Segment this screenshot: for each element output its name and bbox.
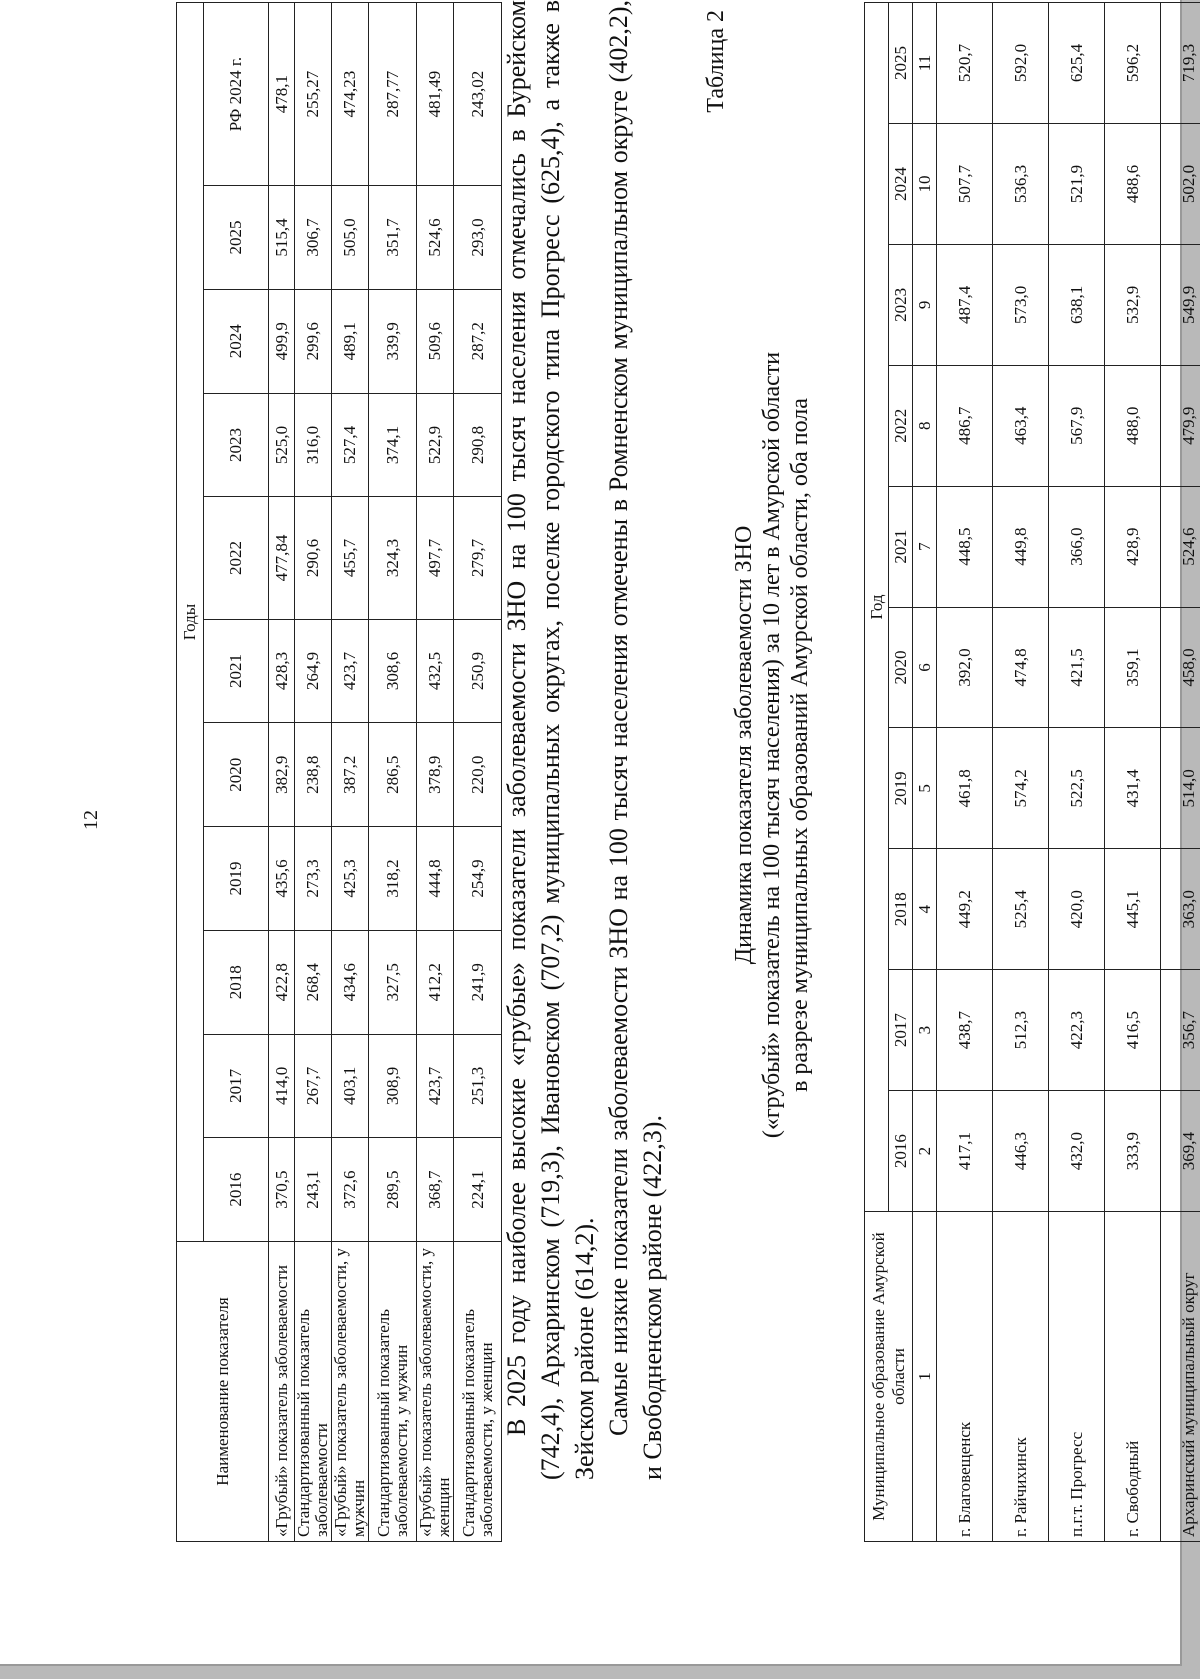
table1-year-header: 2022: [204, 497, 269, 619]
incidence-value: 366,0: [1049, 486, 1105, 607]
incidence-value: 549,9: [1161, 244, 1200, 365]
table2-title: [730, 200, 814, 1290]
table2-column-number: 3: [913, 970, 937, 1091]
indicator-value: 324,3: [369, 497, 417, 619]
indicator-value: 515,4: [269, 186, 295, 290]
incidence-value: 502,0: [1161, 123, 1200, 244]
indicator-value: 387,2: [332, 723, 369, 827]
incidence-value: 445,1: [1105, 849, 1161, 970]
table2-column-number: 11: [913, 3, 937, 124]
table2-year-header: 2016: [889, 1091, 913, 1212]
table-row: [454, 3, 502, 1542]
incidence-value: 333,9: [1105, 1091, 1161, 1212]
indicator-value: 444,8: [417, 827, 454, 931]
table-row: [369, 3, 417, 1542]
incidence-value: 431,4: [1105, 728, 1161, 849]
municipality-name: г. Райчихинск: [993, 1212, 1049, 1542]
incidence-indicators-table: [176, 2, 502, 1542]
incidence-value: 638,1: [1049, 244, 1105, 365]
incidence-value: 392,0: [937, 607, 993, 728]
indicator-value: 268,4: [295, 930, 332, 1034]
indicator-value: 382,9: [269, 723, 295, 827]
indicator-value: 412,2: [417, 930, 454, 1034]
indicator-name: Стандартизованный показатель заболеваемости, у женщин: [454, 1242, 502, 1542]
table-row: [1105, 3, 1161, 1542]
indicator-value: 432,5: [417, 619, 454, 723]
incidence-value: 449,2: [937, 849, 993, 970]
indicator-name: «Грубый» показатель заболеваемости, у мужчин: [332, 1242, 369, 1542]
indicator-value: 378,9: [417, 723, 454, 827]
indicator-value: 351,7: [369, 186, 417, 290]
incidence-value: 369,4: [1161, 1091, 1200, 1212]
table2-column-number: 7: [913, 486, 937, 607]
incidence-value: 596,2: [1105, 3, 1161, 124]
table2-title-line1: Динамика показателя заболеваемости ЗНО: [731, 525, 757, 965]
indicator-value: 255,27: [295, 3, 332, 186]
table2-year-header: 2025: [889, 3, 913, 124]
table1-year-header: 2025: [204, 186, 269, 290]
indicator-value: 289,5: [369, 1138, 417, 1242]
table2-column-number: 6: [913, 607, 937, 728]
indicator-value: 238,8: [295, 723, 332, 827]
incidence-value: 522,5: [1049, 728, 1105, 849]
incidence-value: 356,7: [1161, 970, 1200, 1091]
incidence-value: 488,0: [1105, 365, 1161, 486]
paragraph-highest: В 2025 году наиболее высокие «грубые» показатели заболеваемости ЗНО на 100 тысяч населения отмечались в Бурейском (742,4), Архаринском (719,3), Ивановском (707,2) муниципальных округах, поселке городского типа Прогресс (625,4), а также в Зейском районе (614,2).: [502, 0, 599, 1480]
indicator-value: 290,6: [295, 497, 332, 619]
incidence-value: 417,1: [937, 1091, 993, 1212]
indicator-value: 522,9: [417, 393, 454, 497]
table2-column-number: 10: [913, 123, 937, 244]
incidence-value: 507,7: [937, 123, 993, 244]
table-row: [417, 3, 454, 1542]
incidence-value: 488,6: [1105, 123, 1161, 244]
table-row: [1161, 3, 1200, 1542]
incidence-value: 536,3: [993, 123, 1049, 244]
indicator-value: 497,7: [417, 497, 454, 619]
table2-header-municipality: Муниципальное образование Амурской области: [865, 1212, 913, 1542]
table2-column-number: 4: [913, 849, 937, 970]
table2-year-header: 2017: [889, 970, 913, 1091]
table2-title-line3: в разрезе муниципальных образований Амурской области, оба пола: [787, 398, 813, 1092]
table1-year-header: 2019: [204, 827, 269, 931]
table2-column-number: 5: [913, 728, 937, 849]
indicator-value: 267,7: [295, 1034, 332, 1138]
indicator-value: 220,0: [454, 723, 502, 827]
incidence-value: 421,5: [1049, 607, 1105, 728]
indicator-value: 279,7: [454, 497, 502, 619]
indicator-value: 435,6: [269, 827, 295, 931]
incidence-value: 567,9: [1049, 365, 1105, 486]
indicator-value: 306,7: [295, 186, 332, 290]
indicator-value: 264,9: [295, 619, 332, 723]
incidence-value: 449,8: [993, 486, 1049, 607]
indicator-value: 293,0: [454, 186, 502, 290]
indicator-value: 455,7: [332, 497, 369, 619]
indicator-name: Стандартизованный показатель заболеваемости: [295, 1242, 332, 1542]
indicator-value: 250,9: [454, 619, 502, 723]
indicator-value: 243,02: [454, 3, 502, 186]
indicator-value: 370,5: [269, 1138, 295, 1242]
table2-column-number: 9: [913, 244, 937, 365]
page-number: 12: [80, 810, 102, 830]
indicator-value: 423,7: [332, 619, 369, 723]
indicator-value: 316,0: [295, 393, 332, 497]
table1-year-header: 2016: [204, 1138, 269, 1242]
indicator-value: 489,1: [332, 289, 369, 393]
table2-column-number: 1: [913, 1212, 937, 1542]
incidence-value: 525,4: [993, 849, 1049, 970]
indicator-value: 287,77: [369, 3, 417, 186]
incidence-value: 479,9: [1161, 365, 1200, 486]
indicator-value: 290,8: [454, 393, 502, 497]
indicator-value: 368,7: [417, 1138, 454, 1242]
municipal-incidence-table: [864, 2, 1200, 1542]
indicator-value: 299,6: [295, 289, 332, 393]
incidence-value: 438,7: [937, 970, 993, 1091]
table2-year-header: 2023: [889, 244, 913, 365]
incidence-value: 486,7: [937, 365, 993, 486]
indicator-value: 287,2: [454, 289, 502, 393]
table1-header-group: Годы: [177, 3, 204, 1242]
incidence-value: 574,2: [993, 728, 1049, 849]
indicator-value: 224,1: [454, 1138, 502, 1242]
table2-year-header: 2018: [889, 849, 913, 970]
incidence-value: 592,0: [993, 3, 1049, 124]
indicator-value: 524,6: [417, 186, 454, 290]
incidence-value: 363,0: [1161, 849, 1200, 970]
municipality-name: г. Свободный: [1105, 1212, 1161, 1542]
indicator-value: 423,7: [417, 1034, 454, 1138]
indicator-name: «Грубый» показатель заболеваемости, у женщин: [417, 1242, 454, 1542]
indicator-value: 434,6: [332, 930, 369, 1034]
incidence-value: 521,9: [1049, 123, 1105, 244]
indicator-value: 243,1: [295, 1138, 332, 1242]
table2-year-header: 2019: [889, 728, 913, 849]
table2-header-group: Год: [865, 3, 889, 1212]
indicator-value: 414,0: [269, 1034, 295, 1138]
table2-year-header: 2020: [889, 607, 913, 728]
table-label: Таблица 2: [703, 10, 729, 113]
incidence-value: 463,4: [993, 365, 1049, 486]
table1-year-header: 2018: [204, 930, 269, 1034]
indicator-value: 273,3: [295, 827, 332, 931]
indicator-value: 318,2: [369, 827, 417, 931]
table-row: [1049, 3, 1105, 1542]
indicator-value: 505,0: [332, 186, 369, 290]
table1-header-name: Наименование показателя: [177, 1242, 269, 1542]
incidence-value: 461,8: [937, 728, 993, 849]
table-row: [993, 3, 1049, 1542]
incidence-value: 416,5: [1105, 970, 1161, 1091]
indicator-value: 254,9: [454, 827, 502, 931]
table1-year-header: 2021: [204, 619, 269, 723]
indicator-value: 525,0: [269, 393, 295, 497]
indicator-value: 425,3: [332, 827, 369, 931]
incidence-value: 474,8: [993, 607, 1049, 728]
incidence-value: 514,0: [1161, 728, 1200, 849]
indicator-name: «Грубый» показатель заболеваемости: [269, 1242, 295, 1542]
indicator-value: 308,6: [369, 619, 417, 723]
table1-year-header: 2017: [204, 1034, 269, 1138]
incidence-value: 422,3: [1049, 970, 1105, 1091]
indicator-value: 403,1: [332, 1034, 369, 1138]
incidence-value: 432,0: [1049, 1091, 1105, 1212]
indicator-value: 509,6: [417, 289, 454, 393]
indicator-value: 422,8: [269, 930, 295, 1034]
table2-column-number: 2: [913, 1091, 937, 1212]
indicator-value: 241,9: [454, 930, 502, 1034]
indicator-value: 308,9: [369, 1034, 417, 1138]
table1-year-header: 2020: [204, 723, 269, 827]
table-row: [332, 3, 369, 1542]
table2-year-header: 2024: [889, 123, 913, 244]
incidence-value: 446,3: [993, 1091, 1049, 1212]
incidence-value: 458,0: [1161, 607, 1200, 728]
incidence-value: 359,1: [1105, 607, 1161, 728]
incidence-value: 532,9: [1105, 244, 1161, 365]
indicator-value: 339,9: [369, 289, 417, 393]
incidence-value: 420,0: [1049, 849, 1105, 970]
indicator-value: 372,6: [332, 1138, 369, 1242]
indicator-value: 286,5: [369, 723, 417, 827]
incidence-value: 512,3: [993, 970, 1049, 1091]
indicator-value: 477,84: [269, 497, 295, 619]
table-row: [937, 3, 993, 1542]
incidence-value: 448,5: [937, 486, 993, 607]
incidence-value: 428,9: [1105, 486, 1161, 607]
incidence-value: 524,6: [1161, 486, 1200, 607]
table2-year-header: 2021: [889, 486, 913, 607]
table-row: [269, 3, 295, 1542]
table2-title-line2: («грубый» показатель на 100 тысяч населения) за 10 лет в Амурской области: [759, 351, 785, 1139]
table2-column-number: 8: [913, 365, 937, 486]
indicator-value: 251,3: [454, 1034, 502, 1138]
incidence-value: 719,3: [1161, 3, 1200, 124]
indicator-value: 327,5: [369, 930, 417, 1034]
indicator-value: 428,3: [269, 619, 295, 723]
indicator-name: Стандартизованный показатель заболеваемости, у мужчин: [369, 1242, 417, 1542]
indicator-value: 481,49: [417, 3, 454, 186]
incidence-value: 520,7: [937, 3, 993, 124]
municipality-name: Архаринский муниципальный округ: [1161, 1212, 1200, 1542]
summary-text: [500, 0, 670, 1480]
table-row: [295, 3, 332, 1542]
indicator-value: 499,9: [269, 289, 295, 393]
table1-year-header: РФ 2024 г.: [204, 3, 269, 186]
indicator-value: 374,1: [369, 393, 417, 497]
incidence-value: 625,4: [1049, 3, 1105, 124]
indicator-value: 478,1: [269, 3, 295, 186]
incidence-value: 487,4: [937, 244, 993, 365]
table1-year-header: 2024: [204, 289, 269, 393]
indicator-value: 527,4: [332, 393, 369, 497]
incidence-value: 573,0: [993, 244, 1049, 365]
indicator-value: 474,23: [332, 3, 369, 186]
table2-year-header: 2022: [889, 365, 913, 486]
table1-year-header: 2023: [204, 393, 269, 497]
municipality-name: п.г.т. Прогресс: [1049, 1212, 1105, 1542]
municipality-name: г. Благовещенск: [937, 1212, 993, 1542]
paragraph-lowest: Самые низкие показатели заболеваемости ЗНО на 100 тысяч населения отмечены в Ромненском муниципальном округе (402,2), и Свободненском районе (422,3).: [604, 0, 667, 1480]
